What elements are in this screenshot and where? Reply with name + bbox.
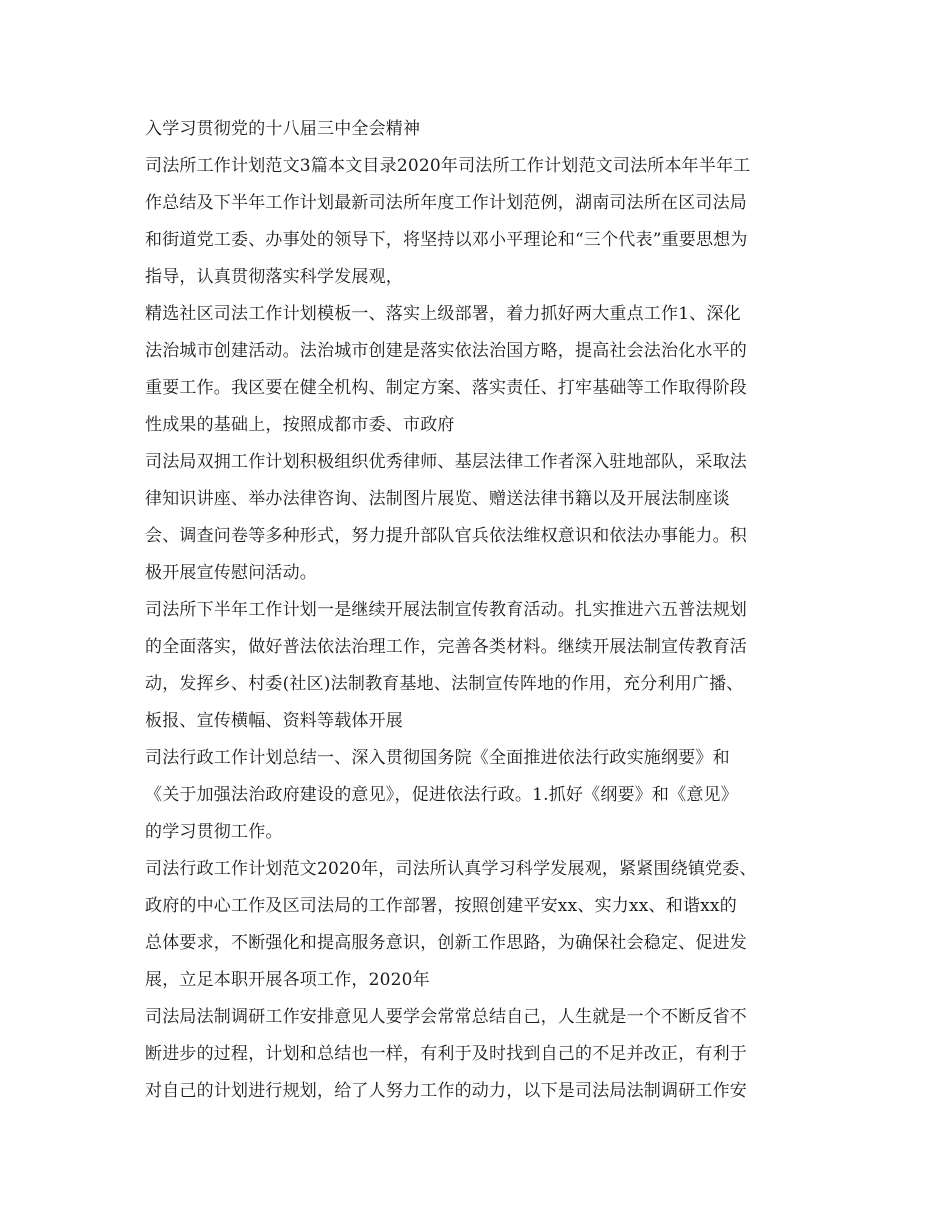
text-line: 板报、宣传横幅、资料等载体开展 xyxy=(145,711,403,731)
text-line: 司法所工作计划范文3篇本文目录2020年司法所工作计划范文司法所本年半年工 xyxy=(145,156,751,176)
text-line: 司法所下半年工作计划一是继续开展法制宣传教育活动。扎实推进六五普法规划 xyxy=(145,600,747,620)
text-line: 作总结及下半年工作计划最新司法所年度工作计划范例，湖南司法所在区司法局 xyxy=(145,193,747,213)
text-line: 入学习贯彻党的十八届三中全会精神 xyxy=(145,119,421,139)
text-line: 政府的中心工作及区司法局的工作部署，按照创建平安xx、实力xx、和谐xx的 xyxy=(145,896,737,916)
text-line: 的全面落实，做好普法依法治理工作，完善各类材料。继续开展法制宣传教育活 xyxy=(145,637,747,657)
text-line: 《关于加强法治政府建设的意见》，促进依法行政。1.抓好《纲要》和《意见》 xyxy=(145,785,738,805)
text-line: 指导，认真贯彻落实科学发展观， xyxy=(145,267,403,287)
text-line: 断进步的过程，计划和总结也一样，有利于及时找到自己的不足并改正，有利于 xyxy=(145,1044,747,1064)
text-line: 司法局法制调研工作安排意见人要学会常常总结自己，人生就是一个不断反省不 xyxy=(145,1007,747,1027)
text-line: 总体要求，不断强化和提高服务意识，创新工作思路，为确保社会稳定、促进发 xyxy=(145,933,747,953)
text-line: 会、调查问卷等多种形式，努力提升部队官兵依法维权意识和依法办事能力。积 xyxy=(145,526,747,546)
text-line: 重要工作。我区要在健全机构、制定方案、落实责任、打牢基础等工作取得阶段 xyxy=(145,378,747,398)
text-line: 的学习贯彻工作。 xyxy=(145,822,283,842)
text-line: 展，立足本职开展各项工作，2020年 xyxy=(145,970,430,990)
text-line: 司法行政工作计划总结一、深入贯彻国务院《全面推进依法行政实施纲要》和 xyxy=(145,748,730,768)
text-line: 和街道党工委、办事处的领导下，将坚持以邓小平理论和“三个代表”重要思想为 xyxy=(145,230,748,250)
text-line: 司法行政工作计划范文2020年，司法所认真学习科学发展观，紧紧围绕镇党委、 xyxy=(145,859,757,879)
text-line: 极开展宣传慰问活动。 xyxy=(145,563,317,583)
text-line: 性成果的基础上，按照成都市委、市政府 xyxy=(145,415,455,435)
text-line: 动，发挥乡、村委(社区)法制教育基地、法制宣传阵地的作用，充分利用广播、 xyxy=(145,674,744,694)
text-line: 精选社区司法工作计划模板一、落实上级部署，着力抓好两大重点工作1、深化 xyxy=(145,304,741,324)
text-line: 法治城市创建活动。法治城市创建是落实依法治国方略，提高社会法治化水平的 xyxy=(145,341,747,361)
text-line: 对自己的计划进行规划，给了人努力工作的动力，以下是司法局法制调研工作安 xyxy=(145,1081,747,1101)
text-line: 律知识讲座、举办法律咨询、法制图片展览、赠送法律书籍以及开展法制座谈 xyxy=(145,489,730,509)
document-body xyxy=(145,111,805,1110)
text-line: 司法局双拥工作计划积极组织优秀律师、基层法律工作者深入驻地部队，采取法 xyxy=(145,452,747,472)
